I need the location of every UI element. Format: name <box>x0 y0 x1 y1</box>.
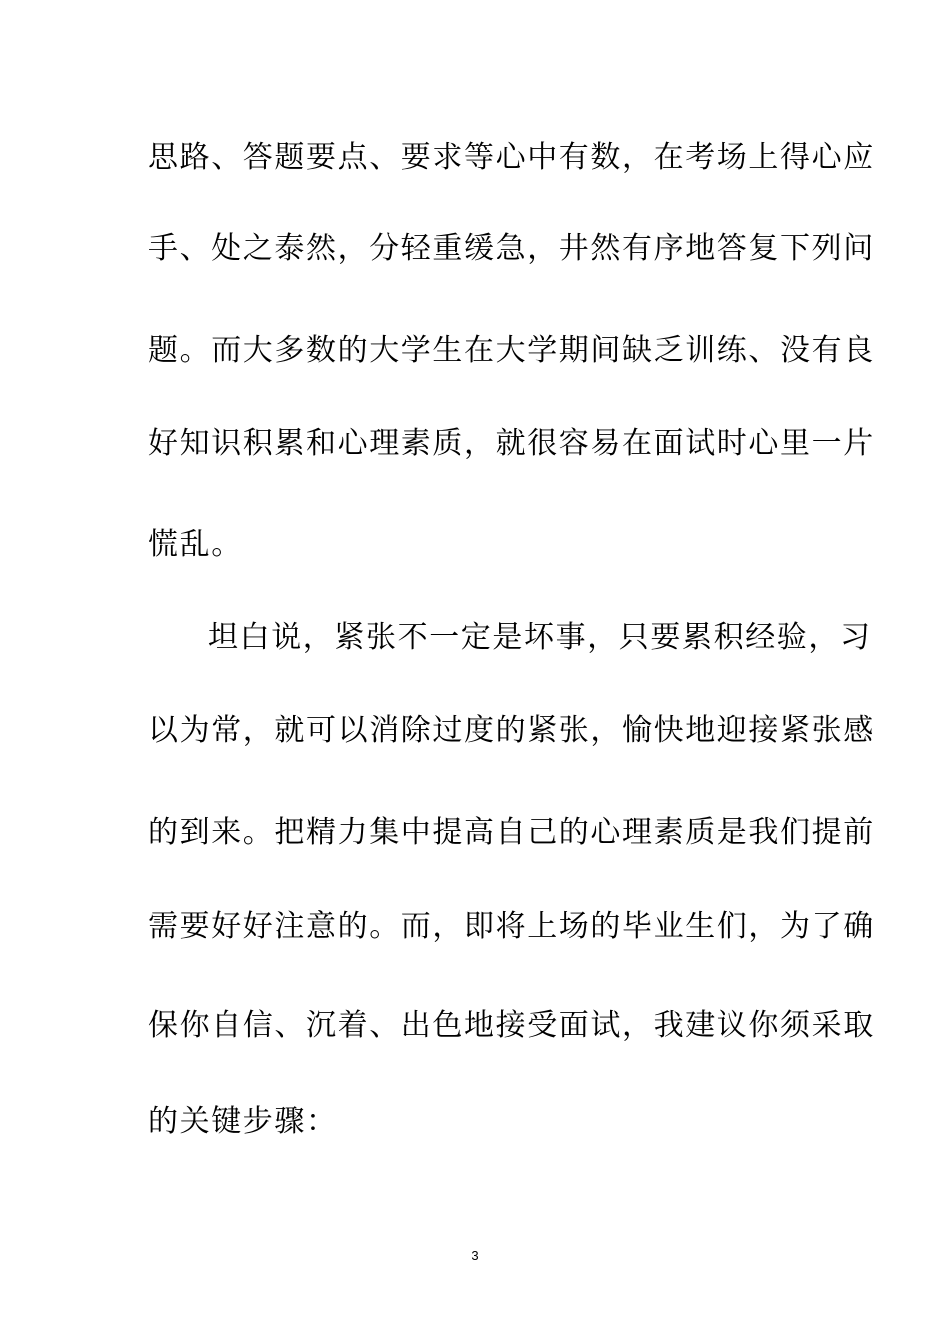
page-number: 3 <box>471 1248 479 1263</box>
text-line: 以为常，就可以消除过度的紧张，愉快地迎接紧张感 <box>148 713 875 748</box>
text-line: 手、处之泰然，分轻重缓急，井然有序地答复下列问 <box>148 231 875 266</box>
text-line: 好知识积累和心理素质，就很容易在面试时心里一片 <box>148 426 875 461</box>
text-line: 的到来。把精力集中提高自己的心理素质是我们提前 <box>148 815 875 850</box>
paragraph-first-line: 坦白说，紧张不一定是坏事，只要累积经验，习 <box>208 620 872 655</box>
text-line: 思路、答题要点、要求等心中有数，在考场上得心应 <box>148 140 875 175</box>
text-line: 的关键步骤： <box>148 1104 338 1139</box>
text-line: 题。而大多数的大学生在大学期间缺乏训练、没有良 <box>148 333 875 368</box>
text-line: 需要好好注意的。而，即将上场的毕业生们，为了确 <box>148 909 875 944</box>
text-line: 保你自信、沉着、出色地接受面试，我建议你须采取 <box>148 1008 875 1043</box>
text-line: 慌乱。 <box>148 527 243 562</box>
